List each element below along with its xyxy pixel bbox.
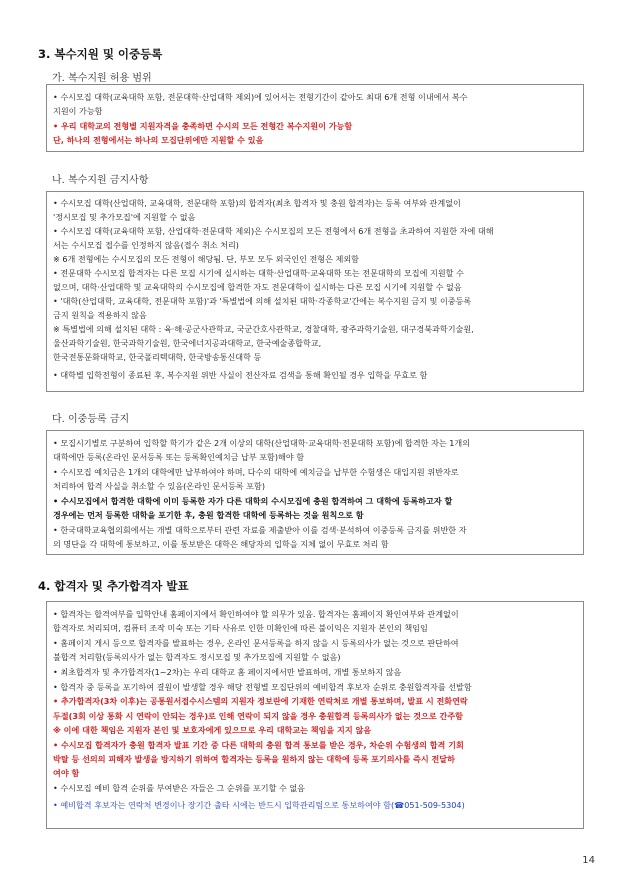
section-4-box [46, 601, 584, 829]
text-line: 서는 수시모집 접수를 인정하지 않음(접수 취소 처리) [53, 240, 239, 250]
text-line: 없으며, 대학·산업대학 및 교육대학의 수시모집에 합격한 자도 전문대학이 실시하는 다른 모집 시기에 지원할 수 없음 [53, 282, 462, 292]
text-line: • '대학(산업대학, 교육대학, 전문대학 포함)'과 '특별법에 의해 설치된 대학·각종학교'간에는 복수지원 금지 및 이중등록 [53, 296, 472, 306]
text-line: 처리하여 합격 사실을 취소할 수 있음(온라인 문서등록 포함) [53, 481, 265, 491]
emphasis-line: 박탈 등 선의의 피해자 발생을 방지하기 위하여 합격자는 등록을 원하지 않는 대학에 등록 포기의사를 즉시 전달하 [53, 754, 455, 764]
section-4-title: 4. 합격자 및 추가합격자 발표 [38, 579, 189, 593]
text-line: • 합격자는 합격여부를 입학안내 홈페이지에서 확인하여야 할 의무가 있음. 합격자는 홈페이지 확인여부와 관계없이 [53, 609, 459, 619]
subsection-a-title: 가. 복수지원 허용 범위 [52, 73, 152, 84]
text-line: • 최초합격자 및 추가합격자(1~2차)는 우리 대학교 홈 페이지에서만 발표하며, 개별 통보하지 않음 [53, 667, 402, 677]
note-line: ※ 특별법에 의해 설치된 대학 : 육·해·공군사관학교, 국군간호사관학교, 경찰대학, 광주과학기술원, 대구경북과학기술원, [53, 324, 474, 334]
text-line: • 합격자 중 등록을 포기하여 결원이 발생할 경우 해당 전형별 모집단위의 예비합격 후보자 순위로 충원합격자를 선발함 [53, 682, 472, 692]
text-line: 지원이 가능함 [53, 106, 103, 116]
text-line: • 대학별 입학전형이 종료된 후, 복수지원 위반 사실이 전산자료 검색을 통해 확인될 경우 입학을 무효로 함 [53, 370, 428, 380]
emphasis-line: 여야 함 [53, 768, 80, 778]
page-number: 14 [582, 855, 595, 866]
text-line: • 한국대학교육협의회에서는 개별 대학으로부터 관련 자료를 제출받아 이를 검색·분석하여 이중등록 금지를 위반한 자 [53, 525, 467, 535]
emphasis-line: ※ 이에 대한 책임은 지원자 본인 및 보호자에게 있으므로 우리 대학교는 책임을 지지 않음 [53, 725, 372, 735]
note-line: 울산과학기술원, 한국과학기술원, 한국에너지공과대학교, 한국예술종합학교, [53, 338, 322, 348]
text-line: • 수시모집 예비 합격 순위를 부여받은 자들은 그 순위를 포기할 수 없음 [53, 783, 305, 793]
text-line: 불합격 처리함(등록의사가 없는 합격자도 정시모집 및 추가모집에 지원할 수 없음) [53, 652, 341, 662]
text-line: 대학에만 등록(온라인 문서등록 또는 등록확인예치금 납부 포함)해야 함 [53, 452, 305, 462]
text-line: 금지 원칙을 적용하지 않음 [53, 310, 147, 320]
text-line: '정시모집 및 추가모집'에 지원할 수 없음 [53, 212, 196, 222]
text-line: • 수시모집 대학(교육대학 포함, 산업대학·전문대학 제외)은 수시모집의 모든 전형에서 6개 전형을 초과하여 지원한 자에 대해 [53, 226, 494, 236]
text-line: • 전문대학 수시모집 합격자는 다른 모집 시기에 실시하는 대학·산업대학·교육대학 또는 전문대학의 모집에 지원할 수 [53, 268, 464, 278]
note-line: ※ 6개 전형에는 수시모집의 모든 전형이 해당됨. 단, 부모 모두 외국인인 전형은 제외함 [53, 254, 359, 264]
emphasis-line: • 수시모집 합격자가 충원 합격자 발표 기간 중 다른 대학의 충원 합격 통보를 받은 경우, 차순위 수험생의 합격 기회 [53, 740, 464, 750]
bold-line: 경우에는 먼저 등록한 대학을 포기한 후, 충원 합격한 대학에 등록하는 것을 원칙으로 함 [53, 510, 364, 520]
bold-line: • 수시모집에서 합격한 대학에 이미 등록한 자가 다른 대학의 수시모집에 충원 합격하여 그 대학에 등록하고자 할 [53, 496, 453, 506]
emphasis-line: • 추가합격자(3차 이후)는 공통원서접수시스템의 지원자 정보란에 기재한 연락처로 개별 통보하며, 발표 시 전화연락 [53, 696, 468, 706]
subsection-b-title: 나. 복수지원 금지사항 [52, 175, 149, 186]
subsection-b-box [46, 191, 584, 392]
contact-note-line: • 예비합격 후보자는 연락처 변경이나 장기간 출타 시에는 반드시 입학관리팀으로 통보하여야 함(☎051-509-5304) [53, 800, 465, 810]
section-3-title: 3. 복수지원 및 이중등록 [38, 47, 163, 61]
text-line: • 홈페이지 게시 등으로 합격자를 발표하는 경우, 온라인 문서등록을 하지 않을 시 등록의사가 없는 것으로 판단하여 [53, 638, 459, 648]
emphasis-line: 두절(3회 이상 통화 시 연락이 안되는 경우)로 인해 연락이 되지 않을 경우 충원합격 등록의사가 없는 것으로 간주함 [53, 711, 463, 721]
text-line: • 수시모집 대학(산업대학, 교육대학, 전문대학 포함)의 합격자(최초 합격자 및 충원 합격자)는 등록 여부와 관계없이 [53, 198, 461, 208]
subsection-a-box [46, 84, 584, 152]
text-line: • 수시모집 대학(교육대학 포함, 전문대학·산업대학 제외)에 있어서는 전형기간이 같아도 최대 6개 전형 이내에서 복수 [53, 92, 468, 102]
text-line: 합격자로 처리되며, 컴퓨터 조작 미숙 또는 기타 사유로 인한 미확인에 따른 불이익은 지원자 본인의 책임임 [53, 623, 428, 633]
note-line: 한국전통문화대학교, 한국폴리텍대학, 한국방송통신대학 등 [53, 352, 262, 362]
subsection-c-box [46, 430, 584, 555]
text-line: • 수시모집 예치금은 1개의 대학에만 납부하여야 하며, 다수의 대학에 예치금을 납부한 수험생은 대입지원 위반자로 [53, 467, 459, 477]
emphasis-line: • 우리 대학교의 전형별 지원자격을 충족하면 수시의 모든 전형간 복수지원이 가능함 [53, 121, 353, 131]
subsection-c-title: 다. 이중등록 금지 [52, 414, 130, 425]
text-line: 의 명단을 각 대학에 통보하고, 이를 통보받은 대학은 해당자의 입학을 지체 없이 무효로 처리 함 [53, 539, 389, 549]
emphasis-line: 단, 하나의 전형에서는 하나의 모집단위에만 지원할 수 있음 [53, 135, 264, 145]
text-line: • 모집시기별로 구분하여 입학할 학기가 같은 2개 이상의 대학(산업대학·교육대학·전문대학 포함)에 합격한 자는 1개의 [53, 438, 471, 448]
